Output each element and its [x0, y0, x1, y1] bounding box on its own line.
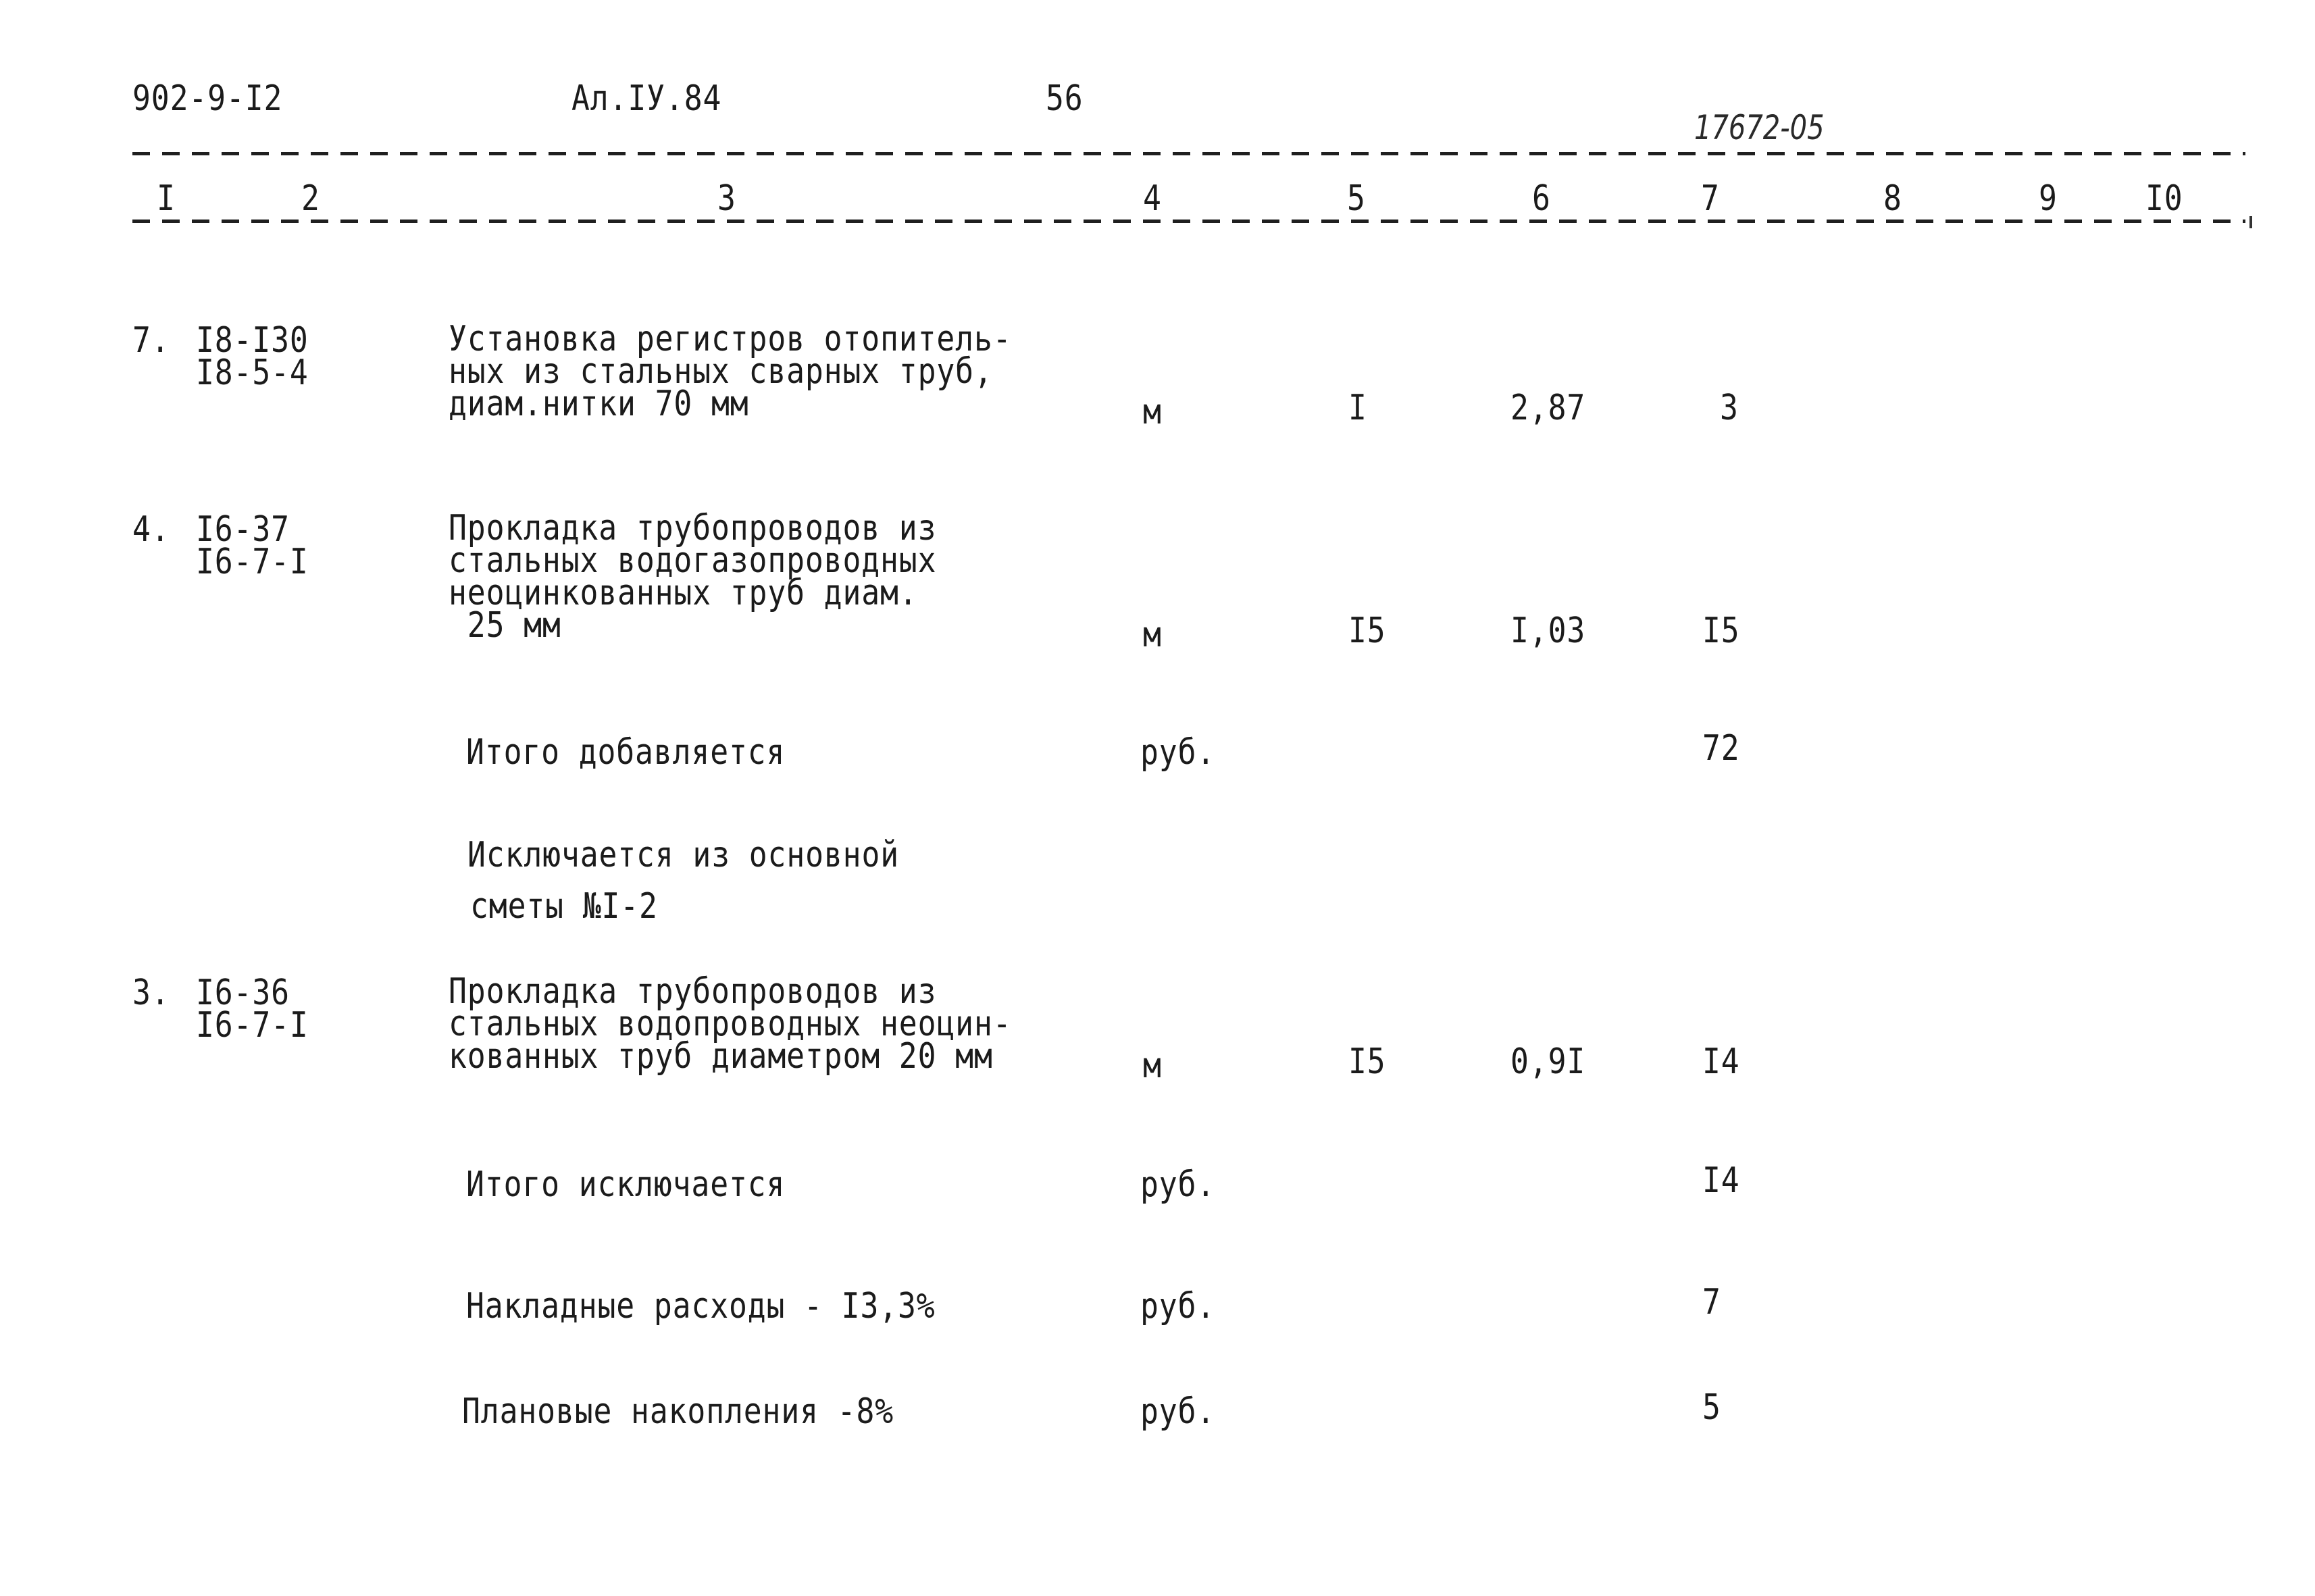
- row-total: 3: [1720, 388, 1739, 428]
- col-header-7: 7: [1701, 178, 1720, 219]
- subtotal-added-unit: руб.: [1140, 732, 1216, 773]
- col-header-9: 9: [2039, 178, 2058, 219]
- excluded-heading: Исключается из основной: [467, 835, 900, 875]
- col-header-1: I: [157, 178, 176, 219]
- row-code-secondary: I6-7-I: [196, 542, 309, 582]
- row-total: I4: [1702, 1041, 1740, 1082]
- excluded-heading-estimate: сметы №I-2: [470, 886, 658, 927]
- planned-savings-total: 5: [1702, 1387, 1721, 1428]
- row-quantity: I5: [1348, 1041, 1386, 1082]
- col-header-10: I0: [2145, 178, 2183, 219]
- row-quantity: I5: [1348, 611, 1386, 651]
- row-code-secondary: I8-5-4: [196, 353, 309, 393]
- row-total: I5: [1702, 611, 1740, 651]
- subtotal-excluded-label: Итого исключается: [466, 1164, 786, 1205]
- row-quantity: I: [1348, 388, 1367, 428]
- subtotal-added-label: Итого добавляется: [466, 732, 786, 773]
- album-number: Ал.IУ.84: [571, 78, 722, 119]
- col-header-3: 3: [717, 178, 736, 219]
- row-description: Прокладка трубопроводов из стальных водопроводных неоцин- кованных труб диаметром 20 мм: [449, 971, 1012, 1077]
- row-unit: м: [1143, 392, 1162, 432]
- subtotal-added-total: 72: [1702, 728, 1740, 769]
- row-description: Установка регистров отопитель- ных из стальных сварных труб, диам.нитки 70 мм: [449, 319, 1012, 424]
- row-code-secondary: I6-7-I: [196, 1005, 309, 1046]
- row-code-primary: I8-I30: [196, 320, 309, 361]
- subtotal-excluded-total: I4: [1702, 1160, 1740, 1201]
- row-code-primary: I6-37: [196, 509, 290, 550]
- row-unit: м: [1143, 1046, 1162, 1086]
- col-header-6: 6: [1532, 178, 1551, 219]
- row-number: 3.: [132, 973, 170, 1013]
- col-header-2: 2: [301, 178, 320, 219]
- row-number: 7.: [132, 320, 170, 361]
- header-bottom-rule: [132, 220, 2245, 223]
- planned-savings-label: Плановые накопления -8%: [462, 1391, 894, 1432]
- row-description: Прокладка трубопроводов из стальных водогазопроводных неоцинкованных труб диам. 25 мм: [449, 508, 937, 646]
- col-header-4: 4: [1143, 178, 1162, 219]
- row-unit: м: [1143, 615, 1162, 655]
- overhead-total: 7: [1702, 1282, 1721, 1322]
- rule-end-tick: [2249, 216, 2252, 228]
- col-header-8: 8: [1883, 178, 1902, 219]
- row-unit-price: 0,9I: [1510, 1041, 1586, 1082]
- page-number: 56: [1046, 78, 1084, 119]
- project-code: 902-9-I2: [132, 78, 283, 119]
- col-header-5: 5: [1347, 178, 1366, 219]
- row-number: 4.: [132, 509, 170, 550]
- planned-savings-unit: руб.: [1140, 1391, 1216, 1432]
- overhead-unit: руб.: [1140, 1286, 1216, 1327]
- row-code-primary: I6-36: [196, 973, 290, 1013]
- subtotal-excluded-unit: руб.: [1140, 1164, 1216, 1205]
- overhead-label: Накладные расходы - I3,3%: [466, 1286, 936, 1327]
- header-top-rule: [132, 152, 2245, 155]
- archive-stamp: 17672-05: [1694, 108, 1825, 147]
- row-unit-price: 2,87: [1510, 388, 1586, 428]
- row-unit-price: I,03: [1510, 611, 1586, 651]
